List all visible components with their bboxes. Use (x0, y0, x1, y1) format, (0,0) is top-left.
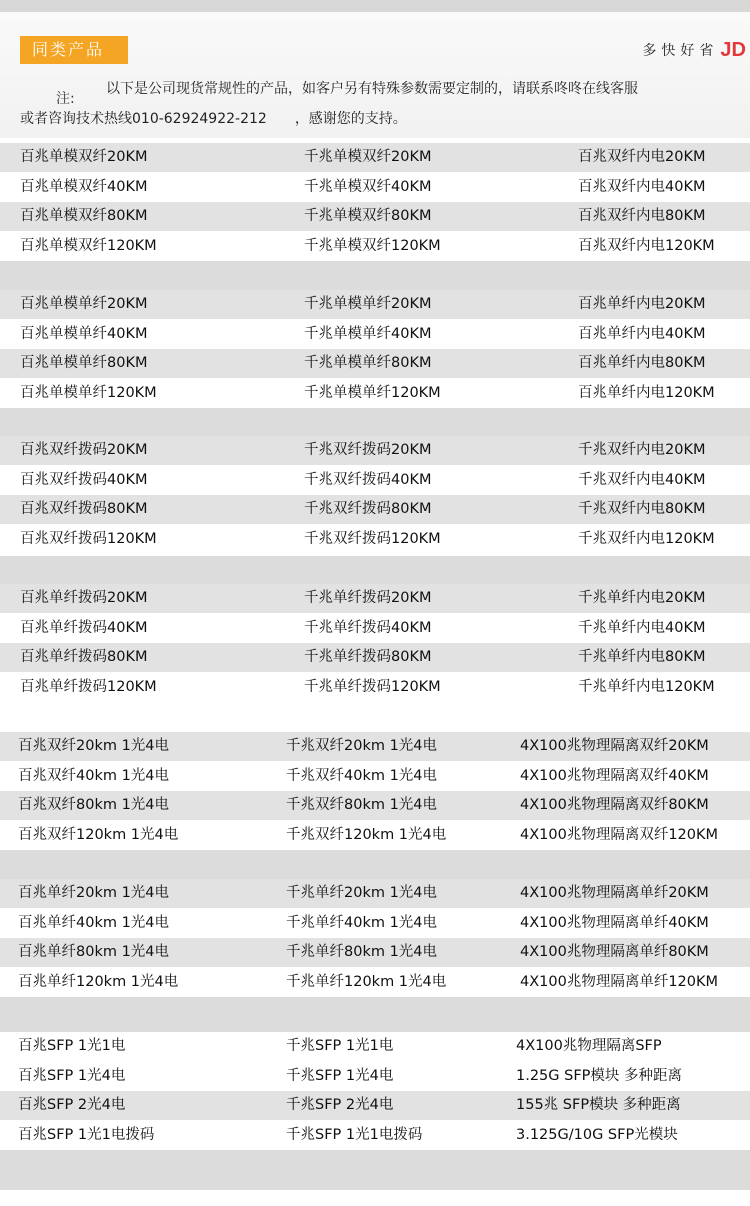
group-separator (0, 996, 750, 1032)
product-cell: 千兆双纤内电120KM (578, 530, 715, 547)
table-row (0, 232, 750, 261)
table-row (0, 495, 750, 524)
product-cell: 百兆单纤20km 1光4电 (18, 885, 170, 901)
group-separator (0, 260, 750, 290)
jd-logo: JD (720, 38, 746, 61)
product-cell: 千兆单模单纤120KM (304, 384, 441, 401)
product-cell: 百兆SFP 1光1电 (18, 1038, 126, 1054)
product-cell: 3.125G/10G SFP光模块 (516, 1126, 678, 1143)
table-row (0, 762, 750, 791)
product-cell: 百兆双纤20km 1光4电 (18, 738, 170, 754)
product-cell: 百兆双纤拨码120KM (20, 530, 157, 547)
top-border (0, 0, 750, 12)
table-row (0, 643, 750, 672)
product-cell: 千兆双纤拨码20KM (304, 442, 432, 458)
thanks-text: ，感谢您的支持。 (294, 111, 407, 127)
product-cell: 4X100兆物理隔离单纤20KM (520, 885, 709, 901)
product-cell: 百兆单纤内电20KM (578, 296, 706, 312)
product-cell: 千兆单纤内电120KM (578, 678, 715, 695)
table-row (0, 732, 750, 761)
product-cell: 千兆双纤拨码80KM (304, 501, 432, 517)
table-row (0, 290, 750, 319)
product-cell: 千兆单纤拨码20KM (304, 590, 432, 606)
product-cell: 4X100兆物理隔离SFP (516, 1038, 662, 1054)
product-cell: 千兆单模双纤80KM (304, 208, 432, 224)
product-cell: 千兆单纤内电20KM (578, 590, 706, 606)
product-cell: 千兆双纤80km 1光4电 (286, 797, 438, 813)
product-cell: 千兆单纤40km 1光4电 (286, 914, 438, 931)
brand-slogan: 多快好省 (642, 43, 719, 59)
product-cell: 千兆SFP 2光4电 (286, 1097, 394, 1113)
product-cell: 百兆单纤80km 1光4电 (18, 944, 170, 960)
table-row (0, 673, 750, 702)
product-cell: 百兆SFP 1光1电拨码 (18, 1126, 155, 1143)
product-cell: 4X100兆物理隔离单纤40KM (520, 914, 709, 931)
product-cell: 千兆双纤20km 1光4电 (286, 738, 438, 754)
product-cell: 1.25G SFP模块 多种距离 (516, 1067, 683, 1084)
product-cell: 千兆单模单纤40KM (304, 325, 432, 342)
table-row (0, 968, 750, 997)
product-cell: 千兆SFP 1光1电拨码 (286, 1126, 423, 1143)
product-cell: 千兆单模单纤80KM (304, 355, 432, 371)
product-cell: 百兆单纤拨码20KM (20, 590, 148, 606)
product-cell: 百兆单模双纤80KM (20, 208, 148, 224)
group-separator (0, 1150, 750, 1190)
product-cell: 千兆双纤40km 1光4电 (286, 767, 438, 784)
header (0, 12, 750, 138)
table-row (0, 173, 750, 202)
product-cell: 千兆双纤内电20KM (578, 442, 706, 458)
product-cell: 百兆单模双纤40KM (20, 178, 148, 195)
product-cell: 百兆单纤拨码120KM (20, 678, 157, 695)
product-cell: 4X100兆物理隔离双纤20KM (520, 738, 709, 754)
product-cell: 百兆双纤内电40KM (578, 178, 706, 195)
table-row (0, 584, 750, 613)
product-cell: 百兆单纤内电80KM (578, 355, 706, 371)
product-cell: 千兆单纤内电80KM (578, 649, 706, 665)
product-cell: 百兆双纤内电120KM (578, 237, 715, 254)
product-cell: 千兆单纤20km 1光4电 (286, 885, 438, 901)
table-row (0, 466, 750, 495)
product-cell: 百兆双纤拨码20KM (20, 442, 148, 458)
product-cell: 百兆双纤拨码80KM (20, 501, 148, 517)
product-cell: 155兆 SFP模块 多种距离 (516, 1097, 681, 1113)
product-cell: 百兆单模单纤120KM (20, 384, 157, 401)
product-cell: 千兆单模双纤20KM (304, 149, 432, 165)
table-row (0, 1121, 750, 1150)
product-cell: 百兆单模单纤80KM (20, 355, 148, 371)
group-separator (0, 556, 750, 584)
product-cell: 千兆双纤内电40KM (578, 471, 706, 488)
product-cell: 千兆SFP 1光1电 (286, 1038, 394, 1054)
product-cell: 千兆双纤拨码120KM (304, 530, 441, 547)
product-cell: 百兆双纤120km 1光4电 (18, 826, 179, 843)
product-cell: 千兆双纤内电80KM (578, 501, 706, 517)
product-cell: 百兆单模双纤20KM (20, 149, 148, 165)
table-row (0, 879, 750, 908)
product-cell: 千兆单纤拨码40KM (304, 619, 432, 636)
table-row (0, 614, 750, 643)
table-row (0, 938, 750, 967)
table-row (0, 1032, 750, 1061)
table-row (0, 379, 750, 408)
brand (642, 36, 746, 64)
product-cell: 千兆单纤拨码120KM (304, 678, 441, 695)
product-cell: 千兆双纤拨码40KM (304, 471, 432, 488)
note-label: 注: (56, 91, 75, 107)
table-row (0, 791, 750, 820)
product-cell: 百兆双纤80km 1光4电 (18, 797, 170, 813)
product-cell: 百兆双纤40km 1光4电 (18, 767, 170, 784)
product-cell: 百兆单纤拨码40KM (20, 619, 148, 636)
table-row (0, 436, 750, 465)
group-separator (0, 850, 750, 879)
product-cell: 千兆单模双纤120KM (304, 237, 441, 254)
product-cell: 百兆单纤40km 1光4电 (18, 914, 170, 931)
table-row (0, 320, 750, 349)
table-row (0, 525, 750, 554)
product-cell: 百兆单模单纤20KM (20, 296, 148, 312)
product-cell: 千兆单纤120km 1光4电 (286, 973, 447, 990)
hotline-text: 或者咨询技术热线010-62924922-212 (20, 111, 267, 127)
product-cell: 百兆单模单纤40KM (20, 325, 148, 342)
group-separator (0, 704, 750, 732)
product-cell: 百兆单模双纤120KM (20, 237, 157, 254)
product-cell: 百兆双纤内电20KM (578, 149, 706, 165)
product-cell: 百兆双纤内电80KM (578, 208, 706, 224)
table-row (0, 1062, 750, 1091)
product-cell: 百兆双纤拨码40KM (20, 471, 148, 488)
product-cell: 千兆SFP 1光4电 (286, 1067, 394, 1084)
product-cell: 4X100兆物理隔离双纤80KM (520, 797, 709, 813)
product-cell: 千兆单纤拨码80KM (304, 649, 432, 665)
product-cell: 千兆单纤80km 1光4电 (286, 944, 438, 960)
note-text-line1: 以下是公司现货常规性的产品，如客户另有特殊参数需要定制的，请联系咚咚在线客服 (106, 81, 638, 97)
group-separator (0, 408, 750, 436)
product-cell: 4X100兆物理隔离单纤80KM (520, 944, 709, 960)
product-cell: 千兆单纤内电40KM (578, 619, 706, 636)
product-cell: 千兆单模单纤20KM (304, 296, 432, 312)
section-tag: 同类产品 (20, 36, 128, 64)
table-row (0, 202, 750, 231)
product-cell: 百兆SFP 2光4电 (18, 1097, 126, 1113)
product-cell: 百兆单纤120km 1光4电 (18, 973, 179, 990)
product-cell: 千兆双纤120km 1光4电 (286, 826, 447, 843)
product-cell: 4X100兆物理隔离单纤120KM (520, 973, 719, 990)
table-row (0, 349, 750, 378)
product-cell: 百兆SFP 1光4电 (18, 1067, 126, 1084)
product-cell: 百兆单纤内电120KM (578, 384, 715, 401)
product-cell: 百兆单纤内电40KM (578, 325, 706, 342)
table-row (0, 143, 750, 172)
product-cell: 4X100兆物理隔离双纤40KM (520, 767, 709, 784)
table-row (0, 1091, 750, 1120)
table-row (0, 909, 750, 938)
product-cell: 千兆单模双纤40KM (304, 178, 432, 195)
product-cell: 百兆单纤拨码80KM (20, 649, 148, 665)
note-text-line2 (20, 108, 407, 128)
table-row (0, 821, 750, 850)
product-cell: 4X100兆物理隔离双纤120KM (520, 826, 719, 843)
